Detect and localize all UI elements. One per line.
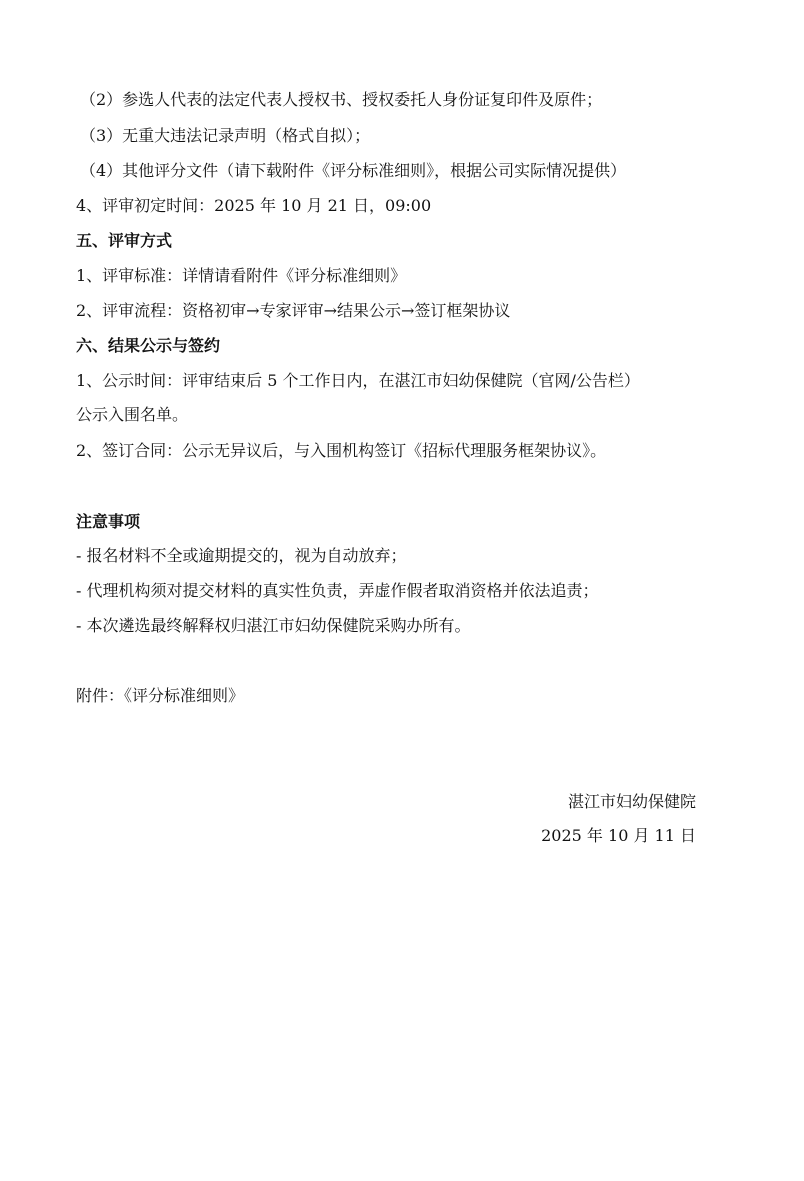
section6-item-2: 2、签订合同：公示无异议后，与入围机构签订《招标代理服务框架协议》。 <box>76 441 607 460</box>
material-item-2: （2）参选人代表的法定代表人授权书、授权委托人身份证复印件及原件； <box>80 90 603 109</box>
section5-item-1: 1、评审标准：详情请看附件《评分标准细则》 <box>76 266 407 285</box>
section6-item-1-line-1: 1、公示时间：评审结束后 5 个工作日内，在湛江市妇幼保健院（官网/公告栏） <box>76 371 640 390</box>
notes-item-1: - 报名材料不全或逾期提交的，视为自动放弃； <box>76 546 407 565</box>
material-item-4: （4）其他评分文件（请下载附件《评分标准细则》，根据公司实际情况提供） <box>80 161 627 180</box>
notes-item-2: - 代理机构须对提交材料的真实性负责，弄虚作假者取消资格并依法追责； <box>76 581 599 600</box>
material-item-3: （3）无重大违法记录声明（格式自拟）； <box>80 126 371 145</box>
section6-item-1-line-2: 公示入围名单。 <box>76 405 189 424</box>
signature-date: 2025 年 10 月 11 日 <box>541 826 696 845</box>
review-time: 4、评审初定时间：2025 年 10 月 21 日，09:00 <box>76 196 432 215</box>
section6-title: 六、结果公示与签约 <box>76 336 221 355</box>
notes-title: 注意事项 <box>76 512 141 531</box>
section5-item-2: 2、评审流程：资格初审→专家评审→结果公示→签订框架协议 <box>76 301 511 320</box>
notes-item-3: - 本次遴选最终解释权归湛江市妇幼保健院采购办所有。 <box>76 616 471 635</box>
section5-title: 五、评审方式 <box>76 231 173 250</box>
attachment-line: 附件：《评分标准细则》 <box>76 686 245 705</box>
signature-organization: 湛江市妇幼保健院 <box>567 792 696 811</box>
